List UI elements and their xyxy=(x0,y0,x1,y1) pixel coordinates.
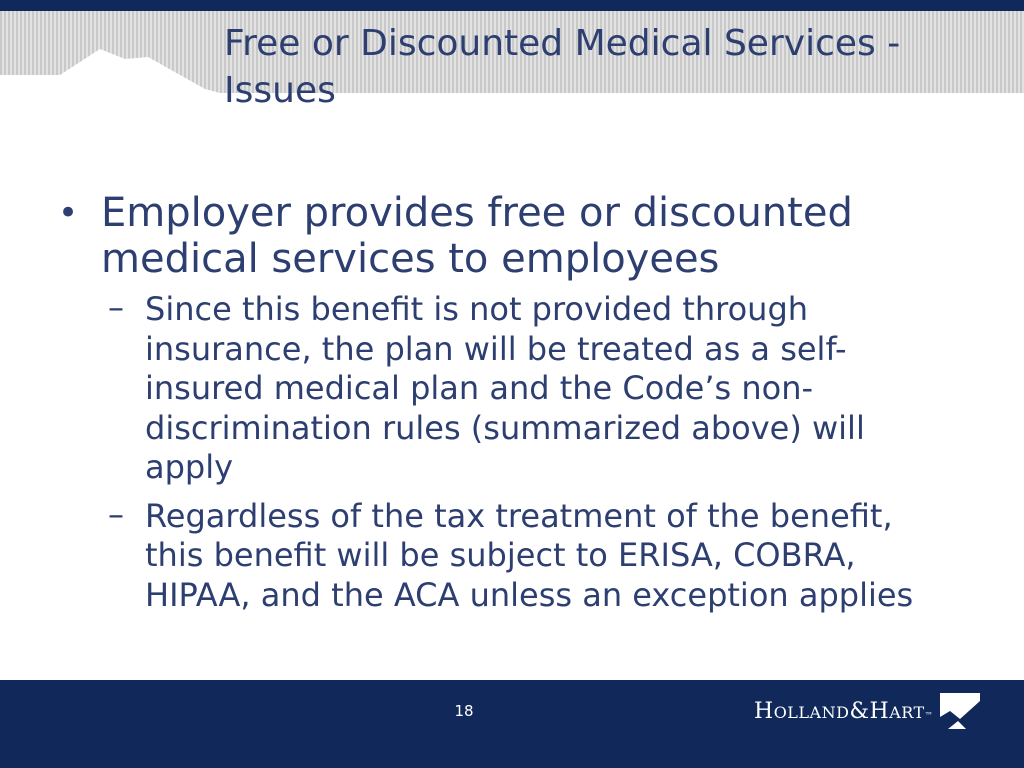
dash-icon: – xyxy=(108,288,124,326)
dash-icon: – xyxy=(108,494,124,533)
slide-title: Free or Discounted Medical Services - Issues xyxy=(224,23,901,111)
bullet-item xyxy=(56,190,956,282)
sub-bullet-item xyxy=(56,290,956,488)
bullet-text: Employer provides free or discounted medical services to employees xyxy=(101,190,853,282)
logo-word: ART xyxy=(889,703,925,722)
logo-trademark: ™ xyxy=(924,711,934,720)
sub-bullet-text: Regardless of the tax treatment of the benefit, this benefit will be subject to ERISA, COBRA, HIPAA, and the ACA unless an exception applies xyxy=(145,496,914,614)
logo-letter: H xyxy=(754,699,774,724)
footer-bar xyxy=(0,680,1024,768)
logo-ampersand: & xyxy=(849,699,870,724)
bullet-dot-icon: • xyxy=(58,193,79,233)
holland-hart-logo-mark-icon xyxy=(940,693,980,729)
slide-content xyxy=(56,190,956,624)
logo-word: OLLAND xyxy=(773,703,850,722)
logo-letter: H xyxy=(869,699,890,724)
top-navy-stripe xyxy=(0,0,1024,11)
page-number: 18 xyxy=(454,702,474,720)
sub-bullet-list xyxy=(56,290,956,615)
holland-hart-logo xyxy=(754,699,933,724)
sub-bullet-text: Since this benefit is not provided through insurance, the plan will be treated as a self-insured medical plan and the Code’s non-discrimination rules (summarized above) will apply xyxy=(145,290,865,486)
sub-bullet-item xyxy=(56,494,956,616)
